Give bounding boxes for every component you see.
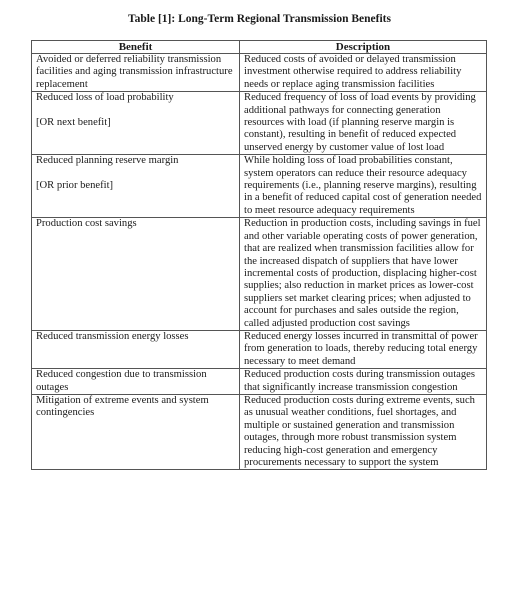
benefit-text: Reduced loss of load probability	[36, 92, 174, 104]
benefits-table	[31, 40, 487, 470]
description-cell: While holding loss of load probabilities constant, system operators can reduce their resource adequacy requirements (i.e., planning reserve margins), resulting in a benefit of reduced capital cost of generation needed to meet resource adequacy requirements	[240, 155, 487, 218]
benefit-cell	[32, 155, 240, 218]
benefit-cell	[32, 369, 240, 395]
benefit-cell	[32, 92, 240, 155]
table-row	[32, 54, 487, 92]
benefit-note: [OR prior benefit]	[36, 180, 114, 192]
benefit-text: Mitigation of extreme events and system contingencies	[36, 394, 209, 419]
benefit-cell	[32, 394, 240, 469]
benefit-text: Reduced planning reserve margin	[36, 155, 179, 167]
description-cell: Reduced production costs during extreme events, such as unusual weather conditions, fuel shortages, and multiple or sustained generation and transmission outages, through more robust transmission system reducing high-cost generation and emergency procurements necessary to support the system	[240, 394, 487, 469]
benefit-cell	[32, 330, 240, 368]
benefit-text: Reduced congestion due to transmission outages	[36, 369, 207, 393]
description-cell: Reduction in production costs, including savings in fuel and other variable operating costs of power generation, that are realized when transmission facilities allow for the increased dispatch of suppliers that have lower incremental costs of production, displacing higher-cost supplies; also reduction in market prices as lower-cost suppliers set market clearing prices; when adjusted to account for purchases and sales outside the region, called adjusted production cost savings	[240, 218, 487, 331]
benefit-text: Production cost savings	[36, 218, 137, 230]
column-header-benefit: Benefit	[32, 41, 240, 54]
table-row	[32, 369, 487, 395]
table-caption: Table [1]: Long-Term Regional Transmission Benefits	[128, 13, 391, 25]
description-cell: Reduced energy losses incurred in transmittal of power from generation to loads, thereby reducing total energy necessary to meet demand	[240, 330, 487, 368]
benefit-text: Reduced transmission energy losses	[36, 330, 189, 342]
table-row	[32, 218, 487, 331]
table-row	[32, 330, 487, 368]
description-cell: Reduced frequency of loss of load events by providing additional pathways for connecting generation resources with load (if planning reserve margin is constant), resulting in benefit of reduced expected unserved energy by customer value of lost load	[240, 92, 487, 155]
table-row	[32, 155, 487, 218]
table-row	[32, 394, 487, 469]
benefit-note: [OR next benefit]	[36, 117, 111, 129]
description-cell: Reduced production costs during transmission outages that significantly increase transmission congestion	[240, 369, 487, 395]
column-header-description: Description	[240, 41, 487, 54]
description-cell: Reduced costs of avoided or delayed transmission investment otherwise required to address reliability needs or replace aging transmission facilities	[240, 54, 487, 92]
benefit-cell	[32, 218, 240, 331]
table-header-row	[32, 41, 487, 54]
table-row	[32, 92, 487, 155]
benefit-cell	[32, 54, 240, 92]
benefit-text: Avoided or deferred reliability transmission facilities and aging transmission infrastructure replacement	[36, 54, 233, 90]
